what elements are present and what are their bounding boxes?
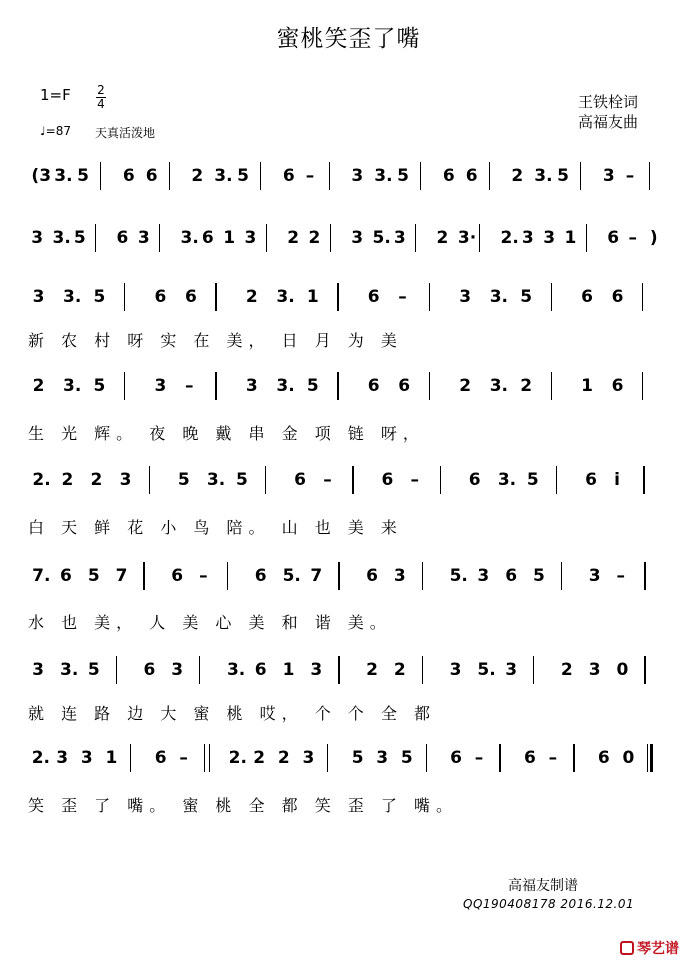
note: 0 xyxy=(622,748,635,768)
note: – xyxy=(398,287,407,307)
note: 2. xyxy=(31,748,50,768)
time-signature xyxy=(96,84,106,111)
barline xyxy=(643,466,644,494)
note: 5 xyxy=(73,228,86,248)
note: 3 xyxy=(31,228,44,248)
note: 2. xyxy=(500,228,519,248)
note: (3 xyxy=(31,166,52,186)
note: 6 xyxy=(60,566,72,586)
note: 3 xyxy=(32,287,45,307)
note: 3. xyxy=(497,470,517,490)
note: – xyxy=(474,748,484,768)
note: 1 xyxy=(581,376,593,396)
barline xyxy=(327,744,328,772)
note: 6 xyxy=(442,166,455,186)
composer-credit: 高福友曲 xyxy=(578,113,639,131)
note: 3 xyxy=(449,660,462,680)
note: 3. xyxy=(534,166,553,186)
note: 5. xyxy=(477,660,496,680)
note: 5 xyxy=(557,166,569,186)
note: 2. xyxy=(32,470,51,490)
note: 3. xyxy=(63,287,82,307)
barline xyxy=(130,744,131,772)
note: 6 xyxy=(116,228,129,248)
note: 2 xyxy=(253,748,266,768)
note: 2 xyxy=(393,660,406,680)
site-logo xyxy=(620,938,679,958)
note: 6 xyxy=(367,287,380,307)
note: 5 xyxy=(93,287,106,307)
barline xyxy=(479,224,480,252)
note: 5 xyxy=(351,748,364,768)
note: 3 xyxy=(171,660,184,680)
note: 6 xyxy=(450,748,462,768)
barline xyxy=(329,162,330,190)
barline xyxy=(642,372,643,400)
lyric-text: 笑 歪 了 嘴。 蜜 桃 全 都 笑 歪 了 嘴。 xyxy=(28,796,458,815)
barline xyxy=(266,224,267,252)
lyric-text: 白 天 鲜 花 小 鸟 陪。 山 也 美 来 xyxy=(28,518,403,537)
note: 2 xyxy=(560,660,573,680)
barline xyxy=(337,372,338,400)
note: 1 xyxy=(564,228,577,248)
barline xyxy=(95,224,96,252)
note: 6 xyxy=(145,166,158,186)
barline xyxy=(143,562,144,590)
note: 6 xyxy=(505,566,518,586)
note: 3. xyxy=(374,166,393,186)
note: – xyxy=(184,376,194,396)
score-row xyxy=(28,166,668,202)
note: 3 xyxy=(56,748,69,768)
note: 3. xyxy=(54,166,73,186)
note: 6 xyxy=(184,287,197,307)
lyric-text: 水 也 美， 人 美 心 美 和 谐 美。 xyxy=(28,613,392,632)
note: 0 xyxy=(616,660,629,680)
barline xyxy=(429,372,430,400)
note: 2 xyxy=(90,470,103,490)
note: 1 xyxy=(306,287,319,307)
note: 5. xyxy=(282,566,301,586)
note: 3 xyxy=(245,376,258,396)
barline xyxy=(420,162,421,190)
note: 5 xyxy=(237,166,249,186)
note: 6 xyxy=(254,566,267,586)
logo-icon xyxy=(620,941,634,955)
note: 6 xyxy=(282,166,295,186)
barline xyxy=(533,656,534,684)
barline xyxy=(426,744,427,772)
note: 5 xyxy=(533,566,545,586)
note: 2 xyxy=(308,228,321,248)
barline xyxy=(573,744,574,772)
score-row xyxy=(28,228,668,264)
note: 6 xyxy=(367,376,380,396)
note: i xyxy=(614,470,620,490)
note: 3 xyxy=(505,660,518,680)
note: – xyxy=(625,166,635,186)
note: 6 xyxy=(585,470,597,490)
note: 6 xyxy=(398,376,411,396)
arranger-credit: 高福友制谱 xyxy=(508,878,578,894)
note: 5 xyxy=(526,470,539,490)
note: 7 xyxy=(310,566,323,586)
barline xyxy=(330,224,331,252)
barline xyxy=(215,283,216,311)
note: 3 xyxy=(119,470,132,490)
song-title: 蜜桃笑歪了嘴 xyxy=(276,26,421,52)
note: 3. xyxy=(60,660,79,680)
score-row xyxy=(28,470,668,506)
note: 3 xyxy=(351,166,364,186)
score-row xyxy=(28,376,668,412)
repeat-barline xyxy=(204,744,210,772)
note: 3. xyxy=(276,287,295,307)
note: 5. xyxy=(372,228,391,248)
note: 6 xyxy=(143,660,156,680)
barline xyxy=(169,162,170,190)
note: 3 xyxy=(351,228,364,248)
barline xyxy=(586,224,587,252)
note: 3 xyxy=(244,228,257,248)
note: 6 xyxy=(597,748,610,768)
final-barline xyxy=(647,744,653,772)
score-row xyxy=(28,287,668,323)
note: 3. xyxy=(206,470,226,490)
note: 6 xyxy=(154,748,167,768)
barline xyxy=(422,562,423,590)
note: 5 xyxy=(77,166,89,186)
note: – xyxy=(616,566,626,586)
note: 3 xyxy=(588,566,601,586)
note: 6 xyxy=(524,748,536,768)
note: 3. xyxy=(180,228,199,248)
barline xyxy=(100,162,101,190)
score-row xyxy=(28,748,668,784)
note: 3. xyxy=(276,376,295,396)
note: 3. xyxy=(489,287,508,307)
note: – xyxy=(628,228,638,248)
lyric-text: 生 光 辉。 夜 晚 戴 串 金 项 链 呀， xyxy=(28,424,425,443)
barline xyxy=(124,283,125,311)
note: 5 xyxy=(93,376,106,396)
barline xyxy=(338,562,339,590)
lyric-text: 新 农 村 呀 实 在 美， 日 月 为 美 xyxy=(28,331,403,350)
note: – xyxy=(179,748,188,768)
barline xyxy=(149,466,150,494)
note: 1 xyxy=(282,660,295,680)
barline xyxy=(265,466,266,494)
note: 2 xyxy=(61,470,74,490)
note: 5 xyxy=(400,748,413,768)
note: 6 xyxy=(611,376,624,396)
note: 5 xyxy=(87,660,100,680)
note: 3 xyxy=(154,376,167,396)
note: 3 xyxy=(302,748,315,768)
lyricist-credit: 王铁栓词 xyxy=(578,93,639,111)
key-signature: 1=F xyxy=(40,86,71,104)
note: 2 xyxy=(287,228,300,248)
barline xyxy=(440,466,441,494)
note: 2 xyxy=(191,166,204,186)
note: 2 xyxy=(366,660,378,680)
barline xyxy=(159,224,160,252)
note: 7 xyxy=(115,566,128,586)
note: 3. xyxy=(63,376,82,396)
note: 1 xyxy=(223,228,236,248)
note: 6 xyxy=(201,228,214,248)
note: 2 xyxy=(436,228,449,248)
note: 3 xyxy=(543,228,556,248)
note: 6 xyxy=(294,470,307,490)
note: 3. xyxy=(52,228,71,248)
note: 2. xyxy=(228,748,247,768)
note: 3. xyxy=(489,376,508,396)
barline xyxy=(551,283,552,311)
barline xyxy=(227,562,228,590)
note: 2 xyxy=(459,376,472,396)
note: 3 xyxy=(477,566,490,586)
note: 3 xyxy=(376,748,389,768)
barline xyxy=(415,224,416,252)
note: 6 xyxy=(381,470,394,490)
barline xyxy=(260,162,261,190)
note: 2 xyxy=(520,376,533,396)
note: 3 xyxy=(32,660,45,680)
barline xyxy=(422,656,423,684)
time-denominator: 4 xyxy=(97,97,105,111)
barline xyxy=(649,162,650,190)
note: 3 xyxy=(459,287,472,307)
lyric-text: 就 连 路 边 大 蜜 桃 哎， 个 个 全 都 xyxy=(28,704,436,723)
barline xyxy=(337,283,338,311)
note: 6 xyxy=(465,166,478,186)
note: 6 xyxy=(366,566,378,586)
note: 6 xyxy=(122,166,135,186)
note: 6 xyxy=(581,287,593,307)
note: – xyxy=(199,566,208,586)
note: 3 xyxy=(310,660,323,680)
note: 6 xyxy=(171,566,184,586)
note: 3. xyxy=(214,166,233,186)
barline xyxy=(215,372,216,400)
barline xyxy=(580,162,581,190)
note: – xyxy=(323,470,332,490)
note: 6 xyxy=(254,660,267,680)
barline xyxy=(556,466,557,494)
barline xyxy=(642,283,643,311)
note: 3 xyxy=(588,660,601,680)
barline xyxy=(429,283,430,311)
note: 2 xyxy=(277,748,290,768)
contact-stamp: QQ190408178 2016.12.01 xyxy=(463,897,635,911)
note: – xyxy=(410,470,420,490)
note: 5. xyxy=(449,566,468,586)
note: 3 xyxy=(80,748,93,768)
note: 5 xyxy=(236,470,248,490)
barline xyxy=(124,372,125,400)
note: 3 xyxy=(602,166,615,186)
note: ) xyxy=(649,228,658,248)
note: 6 xyxy=(611,287,624,307)
note: – xyxy=(548,748,558,768)
barline xyxy=(551,372,552,400)
barline xyxy=(499,744,500,772)
barline xyxy=(199,656,200,684)
barline xyxy=(561,562,562,590)
note: 3 xyxy=(393,228,406,248)
barline xyxy=(338,656,339,684)
note: 5 xyxy=(520,287,533,307)
note: 3. xyxy=(226,660,246,680)
barline xyxy=(489,162,490,190)
note: 2 xyxy=(245,287,258,307)
note: 5 xyxy=(87,566,100,586)
note: 7. xyxy=(32,566,51,586)
note: 2 xyxy=(32,376,45,396)
time-numerator: 2 xyxy=(97,83,105,97)
barline xyxy=(352,466,353,494)
note: 6 xyxy=(468,470,481,490)
note: 6 xyxy=(607,228,620,248)
note: 5 xyxy=(397,166,409,186)
note: 3 xyxy=(393,566,406,586)
score-row xyxy=(28,566,668,602)
note: 2 xyxy=(511,166,524,186)
note: 3 xyxy=(521,228,534,248)
note: 5 xyxy=(306,376,319,396)
barline xyxy=(644,656,645,684)
expression-marking: 天真活泼地 xyxy=(95,126,156,140)
note: 3· xyxy=(457,228,477,248)
note: 1 xyxy=(105,748,118,768)
logo-text: 琴艺谱 xyxy=(637,941,679,957)
note: 5 xyxy=(177,470,190,490)
barline xyxy=(644,562,645,590)
note: 6 xyxy=(154,287,167,307)
barline xyxy=(116,656,117,684)
tempo-marking: ♩=87 xyxy=(40,124,71,138)
note: – xyxy=(305,166,315,186)
score-row xyxy=(28,660,668,696)
note: 3 xyxy=(137,228,150,248)
